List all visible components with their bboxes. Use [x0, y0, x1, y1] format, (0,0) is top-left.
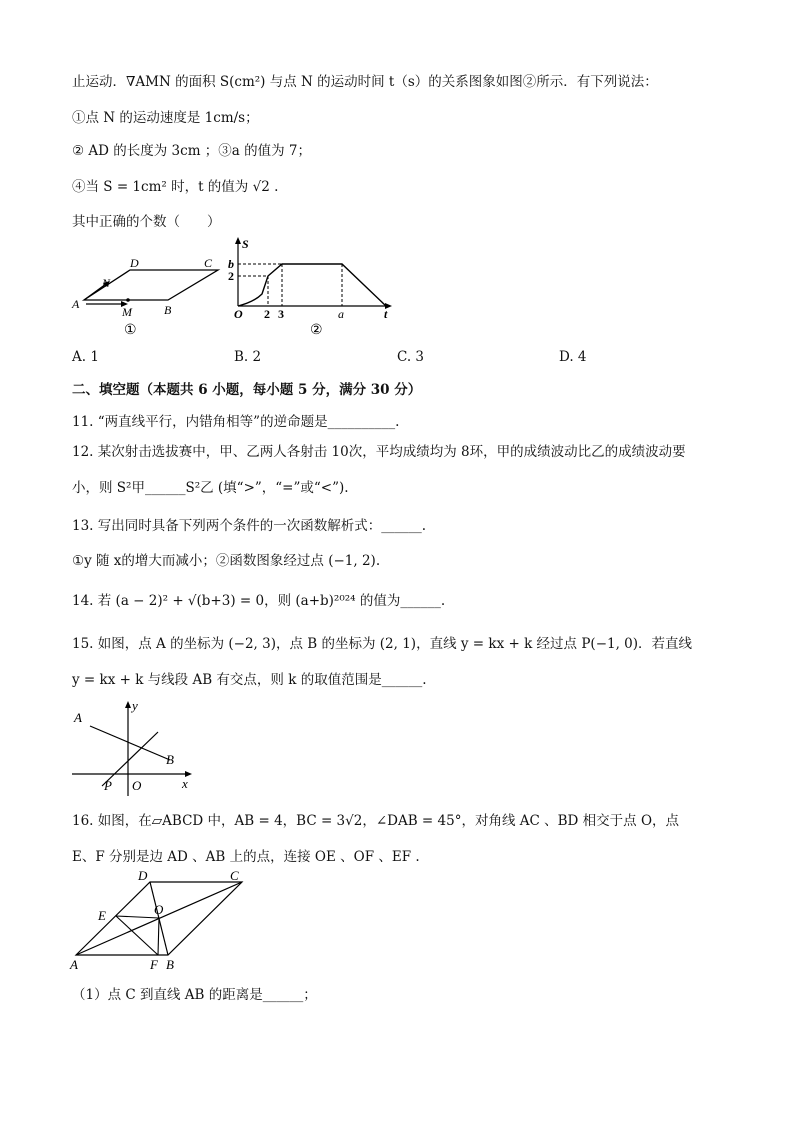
- fig1-label-C: C: [204, 256, 213, 270]
- statement-4: ④当 S = 1cm² 时，t 的值为 √2 .: [72, 179, 279, 195]
- fig2-tick-2x: 2: [264, 307, 270, 321]
- fig1-caption: ①: [124, 323, 137, 338]
- figure-1-parallelogram: [70, 230, 230, 340]
- statement-2-3: ② AD 的长度为 3cm ；③a 的值为 7；: [72, 143, 312, 159]
- fig15-label-P: P: [104, 778, 112, 793]
- fig16-label-C: C: [230, 870, 239, 883]
- option-a[interactable]: A. 1: [72, 349, 99, 365]
- fig2-tick-2y: 2: [228, 269, 234, 283]
- question-15-line2: y = kx + k 与线段 AB 有交点，则 k 的取值范围是______.: [72, 672, 427, 688]
- statement-1: ①点 N 的运动速度是 1cm/s；: [72, 110, 259, 126]
- fig2-axis-S: S: [242, 237, 249, 251]
- fig2-caption: ②: [310, 323, 323, 338]
- fig2-tick-b: b: [228, 257, 234, 271]
- fig16-label-D: D: [138, 870, 148, 883]
- fig1-label-M: M: [122, 305, 132, 319]
- option-b[interactable]: B. 2: [234, 349, 262, 365]
- question-15-line1: 15. 如图，点 A 的坐标为 (−2, 3)，点 B 的坐标为 (2, 1)，直线 y = kx + k 经过点 P(−1, 0)．若直线: [72, 636, 693, 652]
- question-11: 11. “两直线平行，内错角相等”的逆命题是__________.: [72, 414, 400, 430]
- problem10-text-line1: 止运动．∇AMN 的面积 S(cm²) 与点 N 的运动时间 t（s）的关系图象如图②所示．有下列说法：: [72, 74, 658, 90]
- option-c[interactable]: C. 3: [397, 349, 425, 365]
- fig2-origin: O: [234, 307, 243, 321]
- fig16-label-F: F: [150, 957, 158, 972]
- question-12-line2: 小，则 S²甲______S²乙 (填“>”，“=”或“<”).: [72, 480, 349, 496]
- fig15-label-x: x: [182, 776, 188, 791]
- fig1-label-A: A: [72, 297, 80, 311]
- fig15-label-y: y: [132, 698, 138, 713]
- question-13-line2: ①y 随 x的增大而减小；②函数图象经过点 (−1, 2).: [72, 553, 381, 569]
- question-16-part1: （1）点 C 到直线 AB 的距离是______；: [72, 987, 317, 1003]
- option-d[interactable]: D. 4: [559, 349, 587, 365]
- fig1-label-D: D: [130, 256, 139, 270]
- fig15-label-O: O: [132, 778, 142, 793]
- fig1-label-B: B: [164, 303, 172, 317]
- fig1-label-N: N: [102, 276, 111, 290]
- figure-15-coordinate: [68, 698, 198, 798]
- fig15-label-A: A: [74, 710, 82, 725]
- question-prompt: 其中正确的个数（ ）: [72, 214, 221, 230]
- fig2-axis-t: t: [384, 307, 388, 321]
- question-13-line1: 13. 写出同时具备下列两个条件的一次函数解析式：______.: [72, 518, 427, 534]
- fig2-tick-a: a: [338, 307, 344, 321]
- figure-2-graph: [224, 236, 394, 340]
- fig16-label-O: O: [154, 902, 164, 917]
- question-16-line1: 16. 如图，在▱ABCD 中，AB = 4，BC = 3√2，∠DAB = 45°，对角线 AC 、BD 相交于点 O，点: [72, 813, 680, 829]
- figure-16-parallelogram: [66, 870, 256, 975]
- section-2-heading: 二、填空题（本题共 6 小题，每小题 5 分，满分 30 分）: [72, 382, 422, 398]
- question-14: 14. 若 (a − 2)² + √(b+3) = 0，则 (a+b)²⁰²⁴ 的值为______.: [72, 593, 446, 609]
- fig15-label-B: B: [166, 752, 174, 767]
- fig2-tick-3: 3: [278, 307, 284, 321]
- fig16-label-A: A: [70, 957, 78, 972]
- fig16-label-B: B: [166, 957, 174, 972]
- question-12-line1: 12. 某次射击选拔赛中，甲、乙两人各射击 10次，平均成绩均为 8环，甲的成绩波动比乙的成绩波动要: [72, 444, 686, 460]
- question-16-line2: E、F 分别是边 AD 、AB 上的点，连接 OE 、OF 、EF .: [72, 849, 420, 865]
- fig16-label-E: E: [98, 908, 106, 923]
